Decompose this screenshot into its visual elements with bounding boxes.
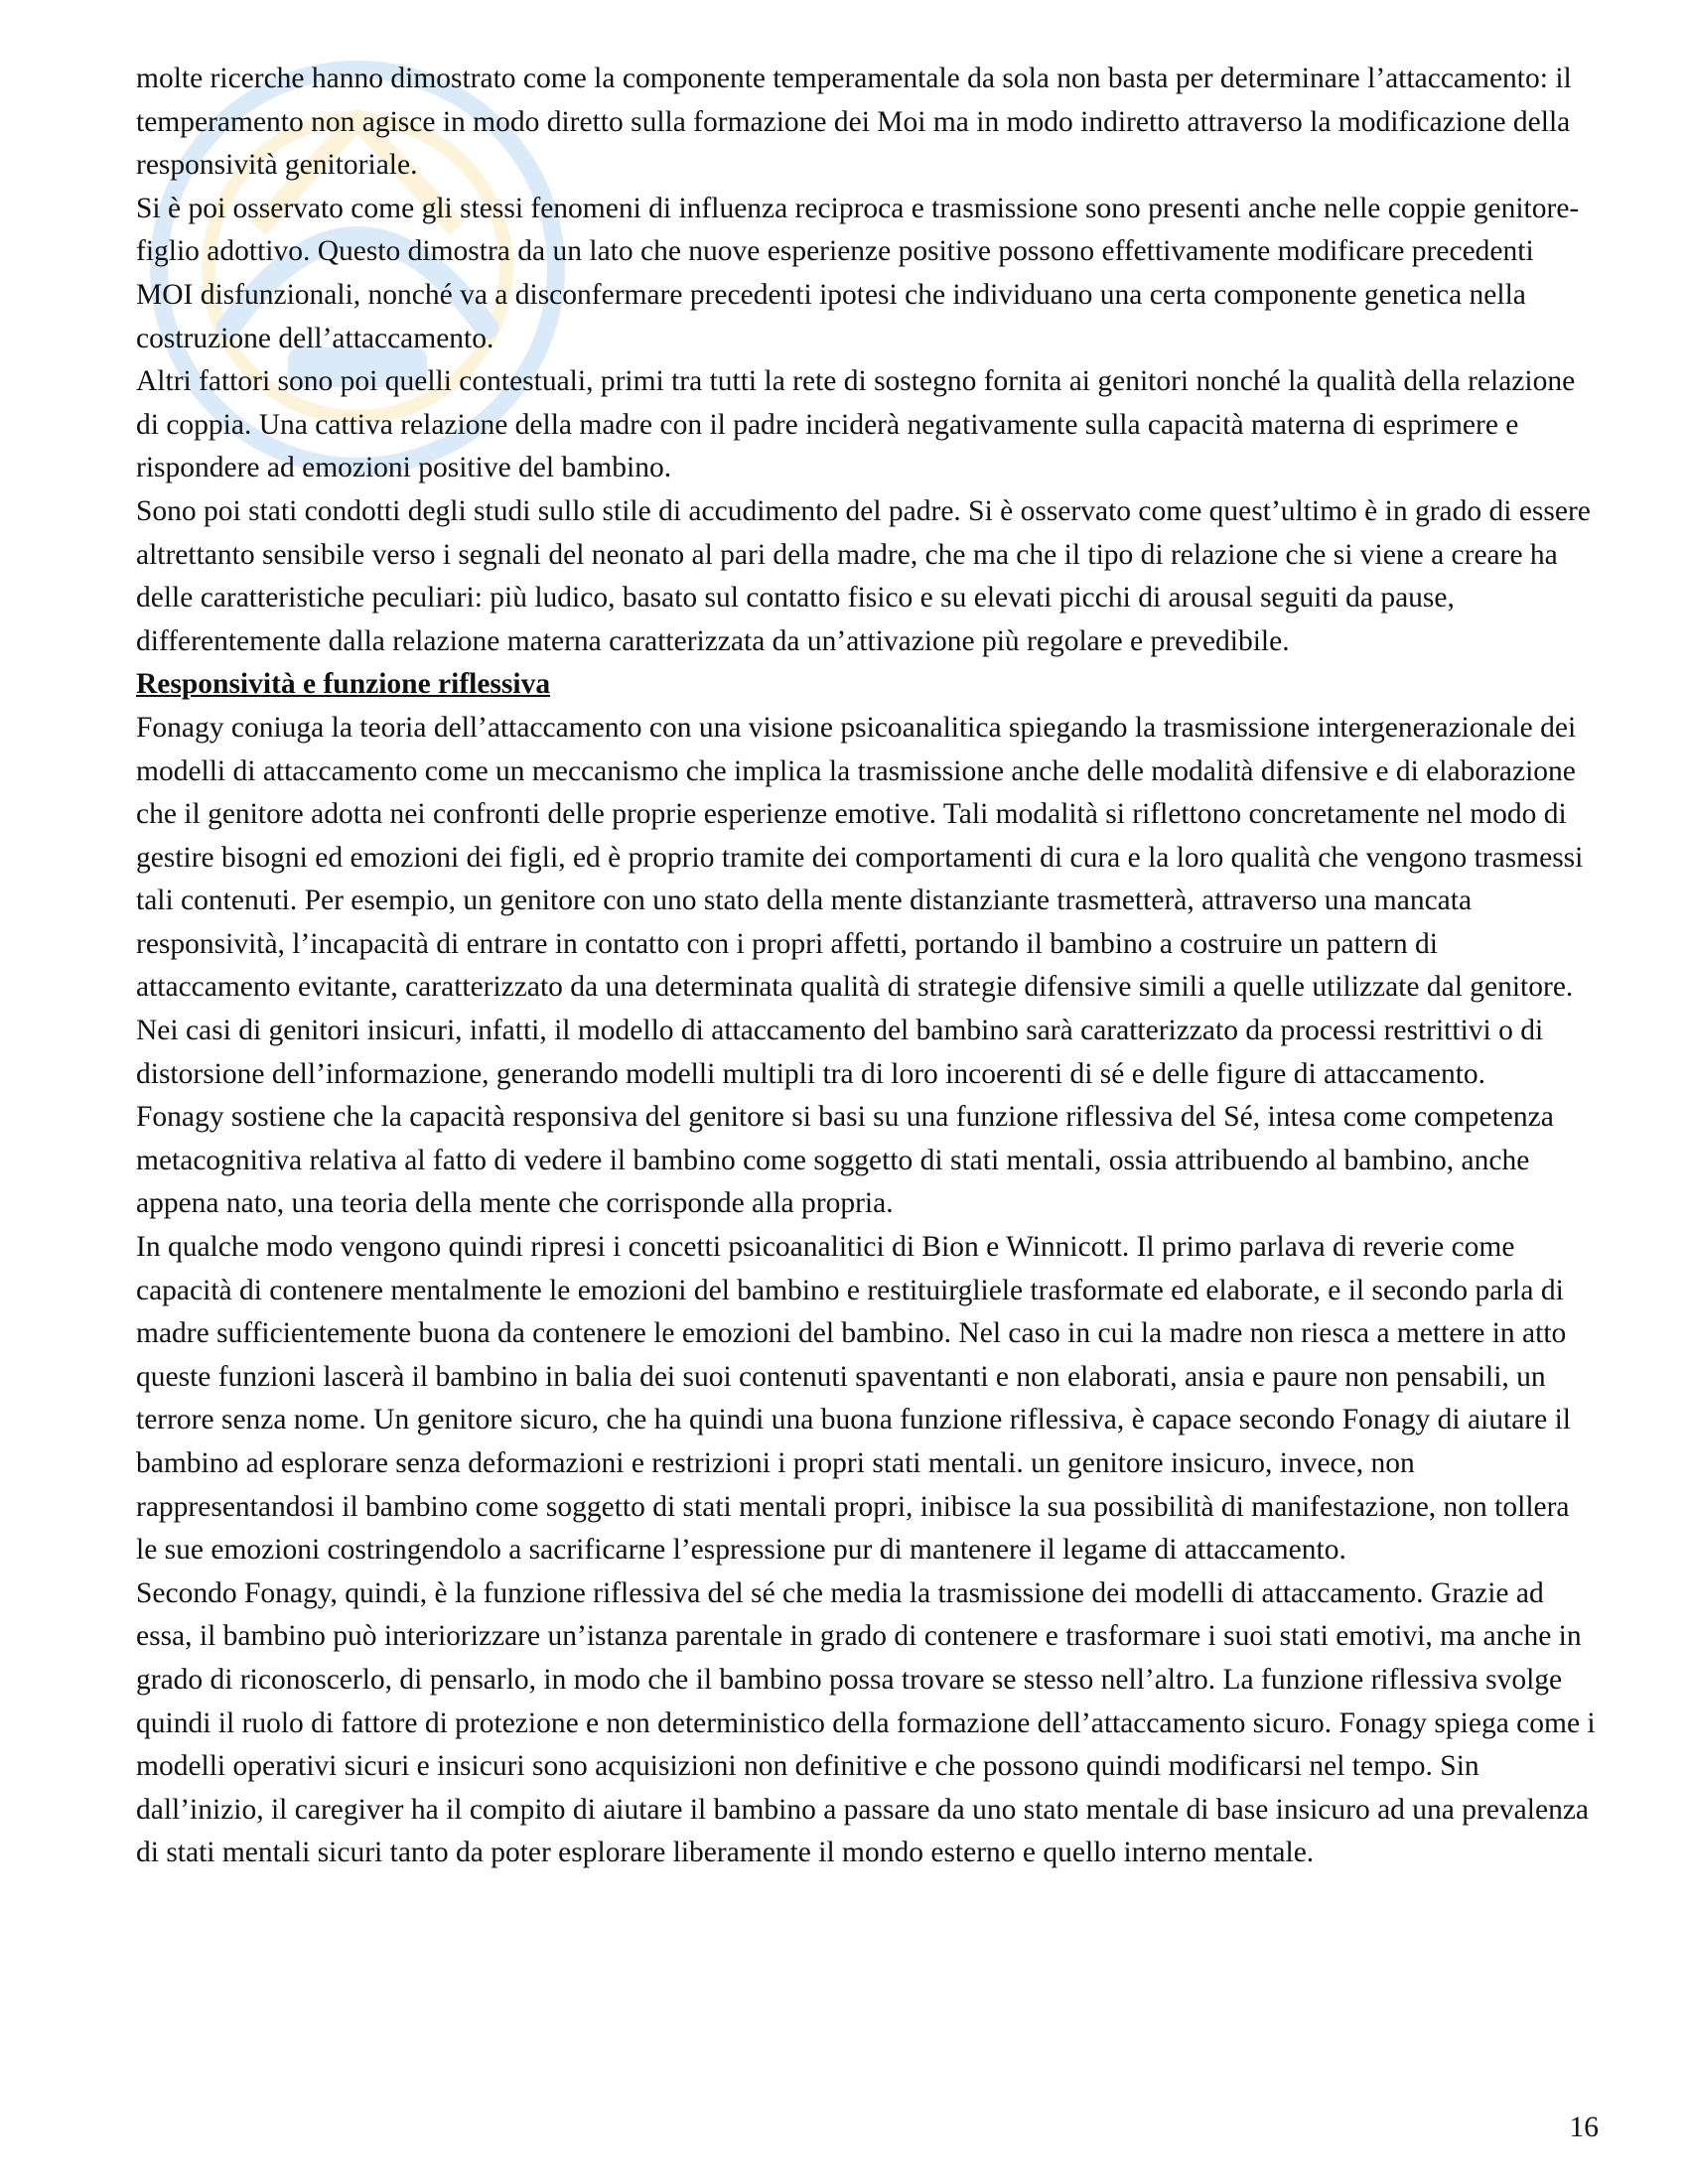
paragraph: Si è poi osservato come gli stessi fenomeni di influenza reciproca e trasmissione sono presenti anche nelle coppie genitore-figlio adottivo. Questo dimostra da un lato che nuove esperienze positive possono effettivamente modificare precedenti MOI disfunzionali, nonché va a disconfermare precedenti ipotesi che individuano una certa componente genetica nella costruzione dell’attaccamento.: [136, 192, 1580, 354]
paragraph: Fonagy coniuga la teoria dell’attaccamento con una visione psicoanalitica spiegando la trasmissione intergenerazionale dei modelli di attaccamento come un meccanismo che implica la trasmissione anche delle modalità difensive e di elaborazione che il genitore adotta nei confronti delle proprie esperienze emotive. Tali modalità si riflettono concretamente nel modo di gestire bisogni ed emozioni dei figli, ed è proprio tramite dei comportamenti di cura e la loro qualità che vengono trasmessi tali contenuti. Per esempio, un genitore con uno stato della mente distanziante trasmetterà, attraverso una mancata responsività, l’incapacità di entrare in contatto con i propri affetti, portando il bambino a costruire un pattern di attaccamento evitante, caratterizzato da una determinata qualità di strategie difensive simili a quelle utilizzate dal genitore. Nei casi di genitori insicuri, infatti, il modello di attaccamento del bambino sarà caratterizzato da processi restrittivi o di distorsione dell’informazione, generando modelli multipli tra di loro incoerenti di sé e delle figure di attaccamento.: [136, 711, 1584, 1090]
paragraph: In qualche modo vengono quindi ripresi i concetti psicoanalitici di Bion e Winnicott. Il primo parlava di reverie come capacità di contenere mentalmente le emozioni del bambino e restituirgliele trasformate ed elaborate, e il secondo parla di madre sufficientemente buona da contenere le emozioni del bambino. Nel caso in cui la madre non riesca a mettere in atto queste funzioni lascerà il bambino in balia dei suoi contenuti spaventanti e non elaborati, ansia e paure non pensabili, un terrore senza nome. Un genitore sicuro, che ha quindi una buona funzione riflessiva, è capace secondo Fonagy di aiutare il bambino ad esplorare senza deformazioni e restrizioni i propri stati mentali. un genitore insicuro, invece, non rappresentandosi il bambino come soggetto di stati mentali propri, inibisce la sua possibilità di manifestazione, non tollera le sue emozioni costringendolo a sacrificarne l’espressione pur di mantenere il legame di attaccamento.: [136, 1231, 1571, 1567]
page-number: 16: [1569, 2112, 1599, 2143]
paragraph: Altri fattori sono poi quelli contestuali, primi tra tutti la rete di sostegno fornita ai genitori nonché la qualità della relazione di coppia. Una cattiva relazione della madre con il padre inciderà negativamente sulla capacità materna di esprimere e rispondere ad emozioni positive del bambino.: [136, 365, 1576, 484]
paragraph: Sono poi stati condotti degli studi sullo stile di accudimento del padre. Si è osservato come quest’ultimo è in grado di essere altrettanto sensibile verso i segnali del neonato al pari della madre, che ma che il tipo di relazione che si viene a creare ha delle caratteristiche peculiari: più ludico, basato sul contatto fisico e su elevati picchi di arousal seguiti da pause, differentemente dalla relazione materna caratterizzata da un’attivazione più regolare e prevedibile.: [136, 494, 1591, 657]
section-heading: Responsività e funzione riflessiva: [136, 668, 551, 701]
paragraph: Fonagy sostiene che la capacità responsiva del genitore si basi su una funzione riflessiva del Sé, intesa come competenza metacognitiva relativa al fatto di vedere il bambino come soggetto di stati mentali, ossia attribuendo al bambino, anche appena nato, una teoria della mente che corrisponde alla propria.: [136, 1101, 1554, 1220]
paragraph: molte ricerche hanno dimostrato come la componente temperamentale da sola non basta per determinare l’attaccamento: il temperamento non agisce in modo diretto sulla formazione dei Moi ma in modo indiretto attraverso la modificazione della responsività genitoriale.: [136, 63, 1572, 182]
document-body: [136, 58, 1596, 1875]
paragraph: Secondo Fonagy, quindi, è la funzione riflessiva del sé che media la trasmissione dei modelli di attaccamento. Grazie ad essa, il bambino può interiorizzare un’istanza parentale in grado di contenere e trasformare i suoi stati emotivi, ma anche in grado di riconoscerlo, di pensarlo, in modo che il bambino possa trovare se stesso nell’altro. La funzione riflessiva svolge quindi il ruolo di fattore di protezione e non deterministico della formazione dell’attaccamento sicuro. Fonagy spiega come i modelli operativi sicuri e insicuri sono acquisizioni non definitive e che possono quindi modificarsi nel tempo. Sin dall’inizio, il caregiver ha il compito di aiutare il bambino a passare da uno stato mentale di base insicuro ad una prevalenza di stati mentali sicuri tanto da poter esplorare liberamente il mondo esterno e quello interno mentale.: [136, 1576, 1596, 1869]
